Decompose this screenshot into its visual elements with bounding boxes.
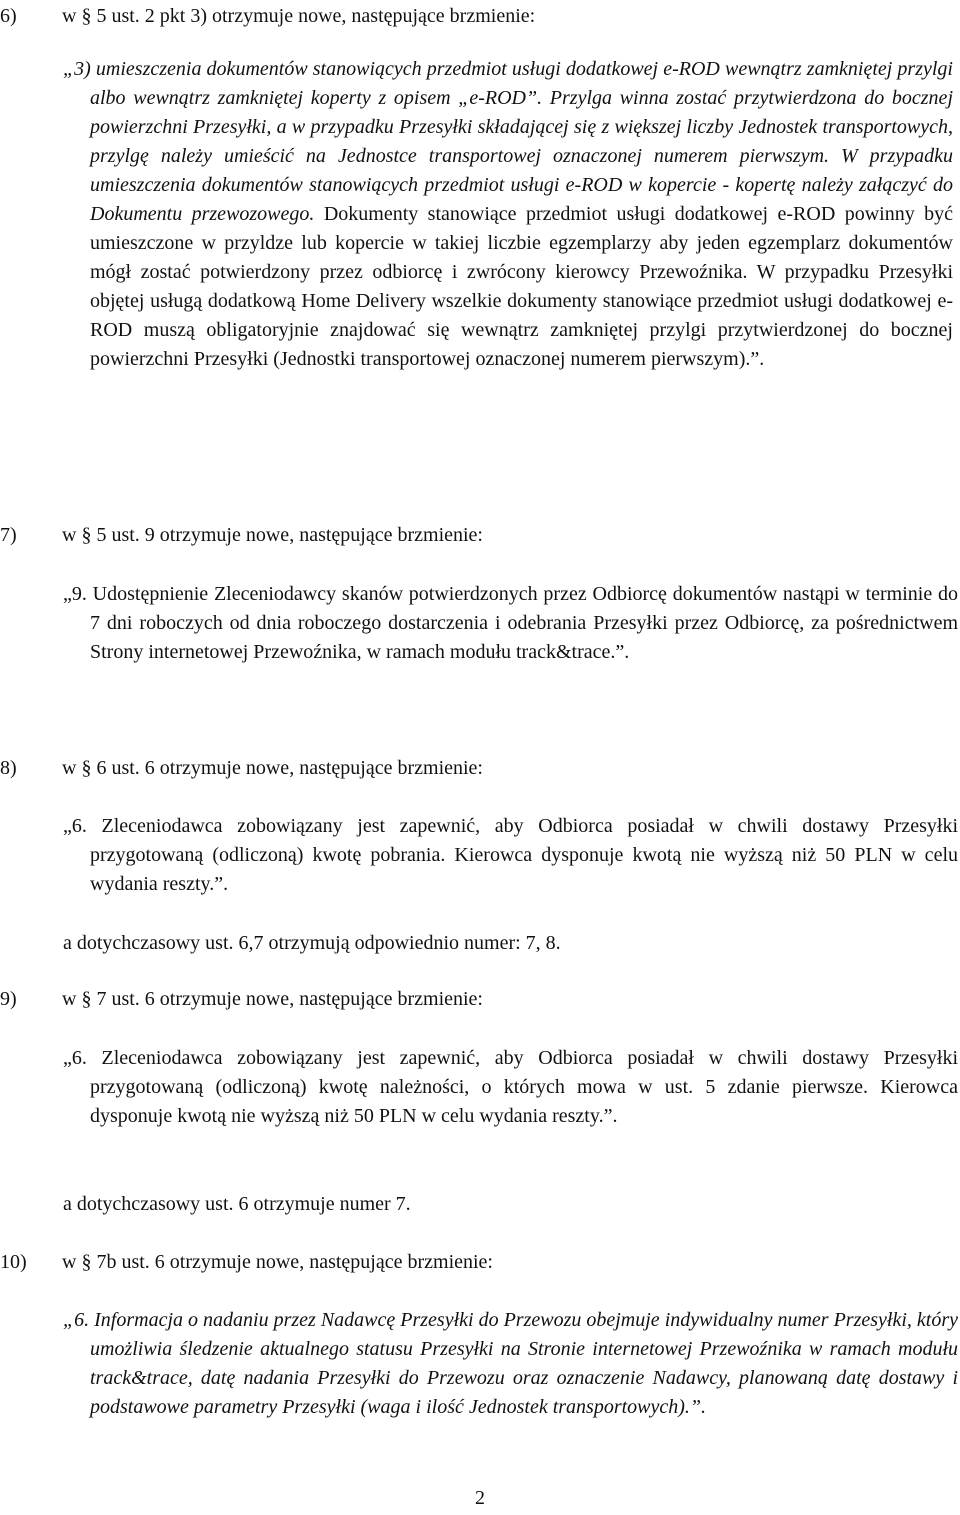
quote-text: „6. Zleceniodawca zobowiązany jest zapewnić, aby Odbiorca posiadał w chwili dostawy Przesyłki przygotowaną (odliczoną) kwotę pobrania. Kierowca dysponuje kwotą nie wyższą niż 50 PLN w celu wydania reszty.”. [63,815,958,895]
item-8-quote [63,812,958,899]
page-number: 2 [475,1487,485,1509]
item-heading-text: w § 7 ust. 6 otrzymuje nowe, następujące brzmienie: [62,988,483,1010]
item-number: 7) [0,524,17,546]
quote-normal-part: Dokumenty stanowiące przedmiot usługi dodatkowej e-ROD powinny być umieszczone w przyldze lub kopercie w takiej liczbie egzemplarzy aby jeden egzemplarz dokumentów mógł zostać potwierdzony przez odbiorcę i zwrócony kierowcy Przewoźnika. W przypadku Przesyłki objętej usługą dodatkową Home Delivery wszelkie dokumenty stanowiące przedmiot usługi dodatkowej e-ROD muszą obligatoryjnie znajdować się wewnątrz zamkniętej przylgi przytwierdzonej do bocznej powierzchni Przesyłki (Jednostki transportowej oznaczonej numerem pierwszym).”. [90,203,953,370]
item-heading-text: w § 5 ust. 2 pkt 3) otrzymuje nowe, następujące brzmienie: [62,5,536,27]
quote-italic-part: „3) umieszczenia dokumentów stanowiących przedmiot usługi dodatkowej e-ROD wewnątrz zamkniętej przylgi albo wewnątrz zamkniętej koperty z opisem „e-ROD”. Przylga winna zostać przytwierdzona do bocznej powierzchni Przesyłki, a w przypadku Przesyłki składającej się z większej liczby Jednostek transportowych, przylgę należy umieścić na Jednostce transportowej oznaczonej numerem pierwszym. W przypadku umieszczenia dokumentów stanowiących przedmiot usługi e-ROD w kopercie - kopertę należy załączyć do Dokumentu przewozowego. [63,58,953,225]
quote-text: „6. Zleceniodawca zobowiązany jest zapewnić, aby Odbiorca posiadał w chwili dostawy Przesyłki przygotowaną (odliczoną) kwotę należności, o których mowa w ust. 5 zdanie pierwsze. Kierowca dysponuje kwotą nie wyższą niż 50 PLN w celu wydania reszty.”. [63,1047,958,1127]
item-8-note: a dotychczasowy ust. 6,7 otrzymują odpowiednio numer: 7, 8. [63,932,561,954]
item-9-note: a dotychczasowy ust. 6 otrzymuje numer 7. [63,1193,411,1215]
item-number: 6) [0,5,17,27]
item-7-quote [63,580,958,667]
item-7-heading [0,521,940,550]
quote-text: „6. Informacja o nadaniu przez Nadawcę Przesyłki do Przewozu obejmuje indywidualny numer Przesyłki, który umożliwia śledzenie aktualnego statusu Przesyłki na Stronie internetowej Przewoźnika w ramach modułu track&trace, datę nadania Przesyłki do Przewozu oraz oznaczenie Nadawcy, planowaną datę dostawy i podstawowe parametry Przesyłki (waga i ilość Jednostek transportowych).”. [63,1309,958,1418]
quote-text [63,55,953,374]
item-6-quote [63,55,953,374]
item-heading-text: w § 5 ust. 9 otrzymuje nowe, następujące brzmienie: [62,524,483,546]
item-9-heading [0,985,940,1014]
item-6-heading [0,2,940,31]
item-8-heading [0,754,940,783]
item-number: 9) [0,988,17,1010]
item-heading-text: w § 6 ust. 6 otrzymuje nowe, następujące brzmienie: [62,757,483,779]
quote-text: „9. Udostępnienie Zleceniodawcy skanów potwierdzonych przez Odbiorcę dokumentów nastąpi w terminie do 7 dni roboczych od dnia roboczego dostarczenia i odebrania Przesyłki przez Odbiorcę, za pośrednictwem Strony internetowej Przewoźnika, w ramach modułu track&trace.”. [63,583,958,663]
item-10-heading [0,1248,940,1277]
item-10-quote [63,1306,958,1422]
item-9-quote [63,1044,958,1131]
item-heading-text: w § 7b ust. 6 otrzymuje nowe, następujące brzmienie: [62,1251,493,1273]
item-number: 10) [0,1251,27,1273]
item-number: 8) [0,757,17,779]
